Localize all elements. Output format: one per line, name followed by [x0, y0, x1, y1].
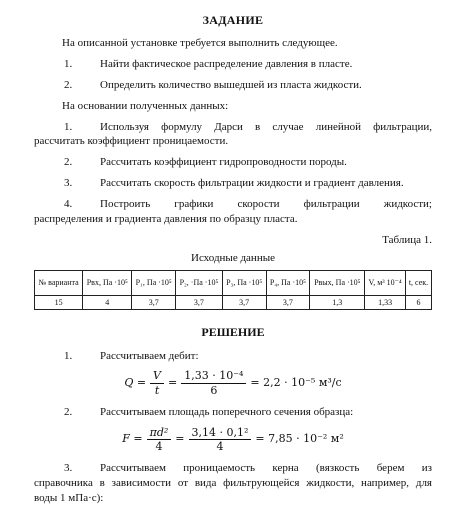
source-data-table — [34, 270, 432, 310]
based-on-text: На основании полученных данных: — [62, 99, 229, 112]
table-cell: 3,7 — [176, 296, 223, 310]
table-title: Исходные данные — [191, 252, 275, 265]
item-text-continued: распределения и градиента давления по образцу пласта. — [34, 212, 298, 225]
table-cell: 1,33 — [365, 296, 406, 310]
table-cell: 3,7 — [132, 296, 176, 310]
item-text-continued: воды 1 мПа·с): — [34, 491, 104, 504]
item-number: 2. — [64, 156, 73, 169]
column-header: P₁, Па ·10⁵ — [132, 271, 176, 296]
task-item — [64, 57, 432, 72]
item-text: Найти фактическое распределение давления в пласте. — [100, 58, 353, 71]
item-text: Построить графики скорости фильтрации жидкости; — [100, 197, 432, 210]
item-number: 3. — [64, 461, 73, 474]
column-header: Pвых, Па ·10⁵ — [310, 271, 365, 296]
table-cell: 3,7 — [266, 296, 310, 310]
formula-result: = 7,85 · 10⁻² м² — [255, 431, 344, 445]
denominator: t — [154, 383, 160, 397]
numerator: 1,33 · 10⁻⁴ — [181, 369, 246, 383]
formula-result: = 2,2 · 10⁻⁵ м³/с — [250, 375, 342, 389]
item-text: Определить количество вышедшей из пласта жидкости. — [100, 78, 362, 91]
item-number: 4. — [64, 197, 73, 210]
column-header: V, м³ 10⁻⁴ — [365, 271, 406, 296]
column-header: P₂, ·Па ·10⁵ — [176, 271, 223, 296]
table-cell: 15 — [35, 296, 83, 310]
item-text: Используя формулу Дарси в случае линейной фильтрации, — [100, 120, 432, 133]
numerator: V — [150, 369, 164, 383]
item-text: Рассчитываем дебит: — [100, 349, 199, 362]
fraction — [150, 369, 164, 396]
equals-sign: = — [175, 431, 185, 445]
item-number: 1. — [64, 349, 73, 362]
column-header: Pвх, Па ·10⁵ — [83, 271, 132, 296]
item-text-continued: рассчитать коэффициент проницаемости. — [34, 135, 229, 148]
item-number: 2. — [64, 405, 73, 418]
table-label: Таблица 1. — [382, 233, 432, 246]
column-header: t, сек. — [405, 271, 431, 296]
solution-step — [64, 349, 432, 364]
fraction — [181, 369, 246, 396]
item-number: 1. — [64, 58, 73, 71]
step-item — [64, 176, 432, 191]
equals-sign: = — [168, 375, 178, 389]
step-item — [34, 120, 432, 150]
item-text: Рассчитываем проницаемость керна (вязкость берем из — [100, 461, 432, 474]
column-header: P₃, Па ·10⁵ — [222, 271, 266, 296]
fraction — [147, 426, 172, 453]
table-row — [35, 296, 432, 310]
table-cell: 6 — [405, 296, 431, 310]
numerator: πd² — [147, 426, 172, 440]
formula-lhs: Q = — [124, 375, 147, 389]
item-number: 1. — [64, 120, 73, 133]
denominator: 4 — [155, 439, 163, 453]
solution-step — [34, 461, 432, 506]
column-header: № варианта — [35, 271, 83, 296]
item-text: Рассчитать скорость фильтрации жидкости и градиент давления. — [100, 177, 404, 190]
column-header: P₄, Па ·10⁵ — [266, 271, 310, 296]
flow-rate-formula — [34, 369, 432, 396]
fraction — [189, 426, 252, 453]
task-item — [64, 78, 432, 93]
table-cell: 3,7 — [222, 296, 266, 310]
item-text: Рассчитываем площадь поперечного сечения образца: — [100, 405, 354, 418]
step-item — [34, 197, 432, 227]
denominator: 6 — [210, 383, 218, 397]
denominator: 4 — [216, 439, 224, 453]
numerator: 3,14 · 0,1² — [189, 426, 252, 440]
task-title: ЗАДАНИЕ — [202, 13, 264, 27]
item-text-continued: справочника в зависимости от вида фильтрующейся жидкости, например, для — [34, 476, 432, 489]
formula-lhs: F = — [122, 431, 143, 445]
item-number: 2. — [64, 78, 73, 91]
step-item — [64, 155, 432, 170]
solution-step — [64, 405, 432, 420]
table-cell: 1,3 — [310, 296, 365, 310]
item-text: Рассчитать коэффициент гидропроводности породы. — [100, 156, 347, 169]
item-number: 3. — [64, 177, 73, 190]
table-cell: 4 — [83, 296, 132, 310]
area-formula — [34, 426, 432, 453]
table-header-row — [35, 271, 432, 296]
solution-title: РЕШЕНИЕ — [201, 325, 265, 340]
intro-text: На описанной установке требуется выполнить следующее. — [62, 37, 338, 50]
